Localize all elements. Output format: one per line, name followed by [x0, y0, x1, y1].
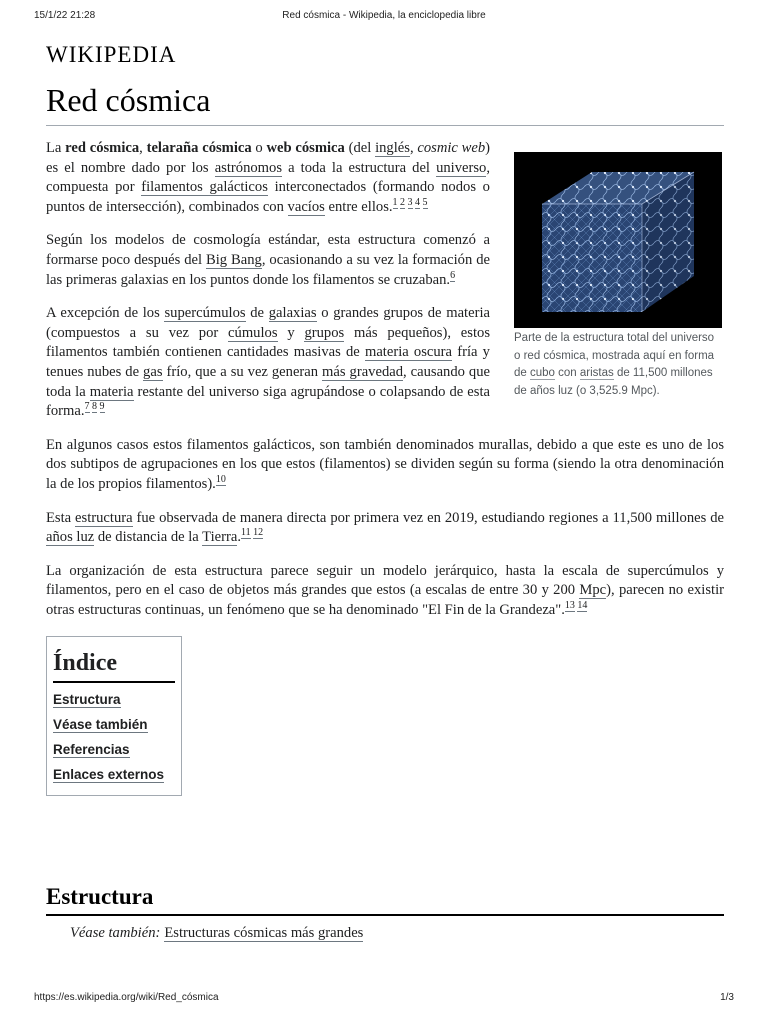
paragraph-origin: Según los modelos de cosmología estándar, esta estructura comenzó a formarse poco después del Big Bang, ocasionando a su vez la formación de las primeras galaxias en los puntos donde los filamentos se cruzaban.$^6$ — [46, 232, 490, 288]
link-mpc[interactable]: Mpc — [579, 582, 607, 599]
link-ingles[interactable]: inglés — [375, 140, 410, 156]
article-body — [46, 139, 724, 796]
reference-link[interactable]: 14 — [577, 600, 588, 612]
reference-link[interactable]: 6 — [450, 269, 456, 281]
toc-item-enlaces-externos[interactable]: Enlaces externos — [53, 767, 165, 783]
toc-title: Índice — [53, 643, 175, 683]
cosmic-web-cube-image[interactable] — [514, 152, 722, 328]
link-cumulos[interactable]: cúmulos — [228, 324, 278, 341]
paragraph-observation: Esta estructura fue observada de manera directa por primera vez en 2019, estudiando regiones a 11,500 millones de años luz de distancia de la Tierra.$^{11 12}$ — [46, 509, 724, 546]
section-heading-estructura: Estructura — [46, 884, 154, 909]
link-filamentos-galacticos[interactable]: filamentos galácticos — [141, 179, 268, 196]
paragraph-hierarchy: La organización de esta estructura parece seguir un modelo jerárquico, hasta la escala de supercúmulos y filamentos, pero en el caso de objetos más grandes que estos (a escalas de entre 30 y 200 Mpc), parecen no existir otras estructuras continuas, un fenómeno que se ha denominado "El Fin de la Grandeza".$^{13 14}$ — [46, 562, 724, 618]
toc-item-referencias[interactable]: Referencias — [53, 742, 130, 758]
reference-link[interactable]: 11 — [240, 527, 251, 539]
see-also-note: Véase también: Estructuras cósmicas más grandes — [70, 925, 364, 941]
link-astronomos[interactable]: astrónomos — [214, 159, 282, 176]
reference-link[interactable]: 2 — [400, 196, 406, 208]
link-grupos[interactable]: grupos — [304, 324, 345, 341]
reference-link[interactable]: 12 — [253, 527, 264, 539]
reference-link[interactable]: 9 — [99, 401, 105, 413]
reference-link[interactable]: 13 — [564, 600, 575, 612]
link-tierra[interactable]: Tierra — [202, 529, 238, 546]
link-supercumulos[interactable]: supercúmulos — [164, 305, 246, 322]
print-datetime: 15/1/22 21:28 — [34, 10, 96, 21]
page-title: Red cósmica — [46, 82, 211, 118]
figure-caption: Parte de la estructura total del universo o red cósmica, mostrada aquí en forma de cubo con aristas de 11,500 millones de años luz (o 3,525.9 Mpc). — [514, 332, 715, 397]
reference-link[interactable]: 1 — [392, 196, 398, 208]
paragraph-intro: La red cósmica, telaraña cósmica o web cósmica (del inglés, cosmic web) es el nombre dado por los astrónomos a toda la estructura del universo, compuesta por filamentos galácticos interconectados (formando nodos o puntos de intersección), combinados con vacíos entre ellos.$^{1 2 3 4 5}$ — [46, 140, 491, 215]
link-materia[interactable]: materia — [89, 383, 134, 400]
link-vacios[interactable]: vacíos — [287, 198, 325, 215]
link-mas-gravedad[interactable]: más gravedad — [322, 363, 404, 380]
reference-link[interactable]: 5 — [422, 196, 428, 208]
reference-link[interactable]: 10 — [215, 474, 226, 486]
link-gas[interactable]: gas — [143, 363, 163, 380]
print-footer — [34, 992, 734, 1006]
print-doc-title: Red cósmica - Wikipedia, la enciclopedia libre — [282, 10, 486, 21]
paragraph-walls: En algunos casos estos filamentos galácticos, son también denominados murallas, debido a que este es uno de los dos subtipos de agrupaciones en los que estos (filamentos) se dividen según su forma (siendo la otra denominación la de los propios filamentos).$^{10}$ — [46, 436, 724, 492]
link-big-bang[interactable]: Big Bang — [206, 251, 262, 268]
toc-item-vease-tambien[interactable]: Véase también — [53, 717, 148, 733]
reference-link[interactable]: 8 — [92, 401, 97, 413]
reference-link[interactable]: 4 — [415, 196, 421, 208]
link-galaxias[interactable]: galaxias — [268, 305, 317, 322]
link-estructuras-cosmicas[interactable]: Estructuras cósmicas más grandes — [164, 925, 364, 941]
link-cubo[interactable]: cubo — [530, 367, 555, 380]
print-url: https://es.wikipedia.org/wiki/Red_cósmica — [34, 992, 219, 1003]
table-of-contents — [46, 636, 182, 796]
link-anos-luz[interactable]: años luz — [46, 529, 95, 546]
print-page-number: 1/3 — [720, 992, 734, 1003]
link-aristas[interactable]: aristas — [579, 367, 614, 380]
reference-link[interactable]: 7 — [84, 401, 90, 413]
reference-link[interactable]: 3 — [407, 196, 413, 208]
paragraph-composition: A excepción de los supercúmulos de galaxias o grandes grupos de materia (compuestos a su vez por cúmulos y grupos más pequeños), estos filamentos también contienen cantidades masivas de materia oscura fría y tenues nubes de gas frío, que a su vez generan más gravedad, causando que toda la materia restante del universo siga agrupándose o colapsando de esta forma.$^{7 8 9}$ — [46, 305, 490, 420]
link-estructura[interactable]: estructura — [75, 509, 133, 526]
link-materia-oscura[interactable]: materia oscura — [364, 344, 453, 361]
link-universo[interactable]: universo — [436, 159, 487, 176]
section-divider — [46, 914, 724, 916]
wikipedia-wordmark[interactable]: WIKIPEDIA — [46, 42, 177, 67]
title-divider — [46, 125, 724, 126]
print-header — [34, 10, 734, 24]
toc-item-estructura[interactable]: Estructura — [53, 692, 121, 708]
figure — [514, 152, 722, 400]
